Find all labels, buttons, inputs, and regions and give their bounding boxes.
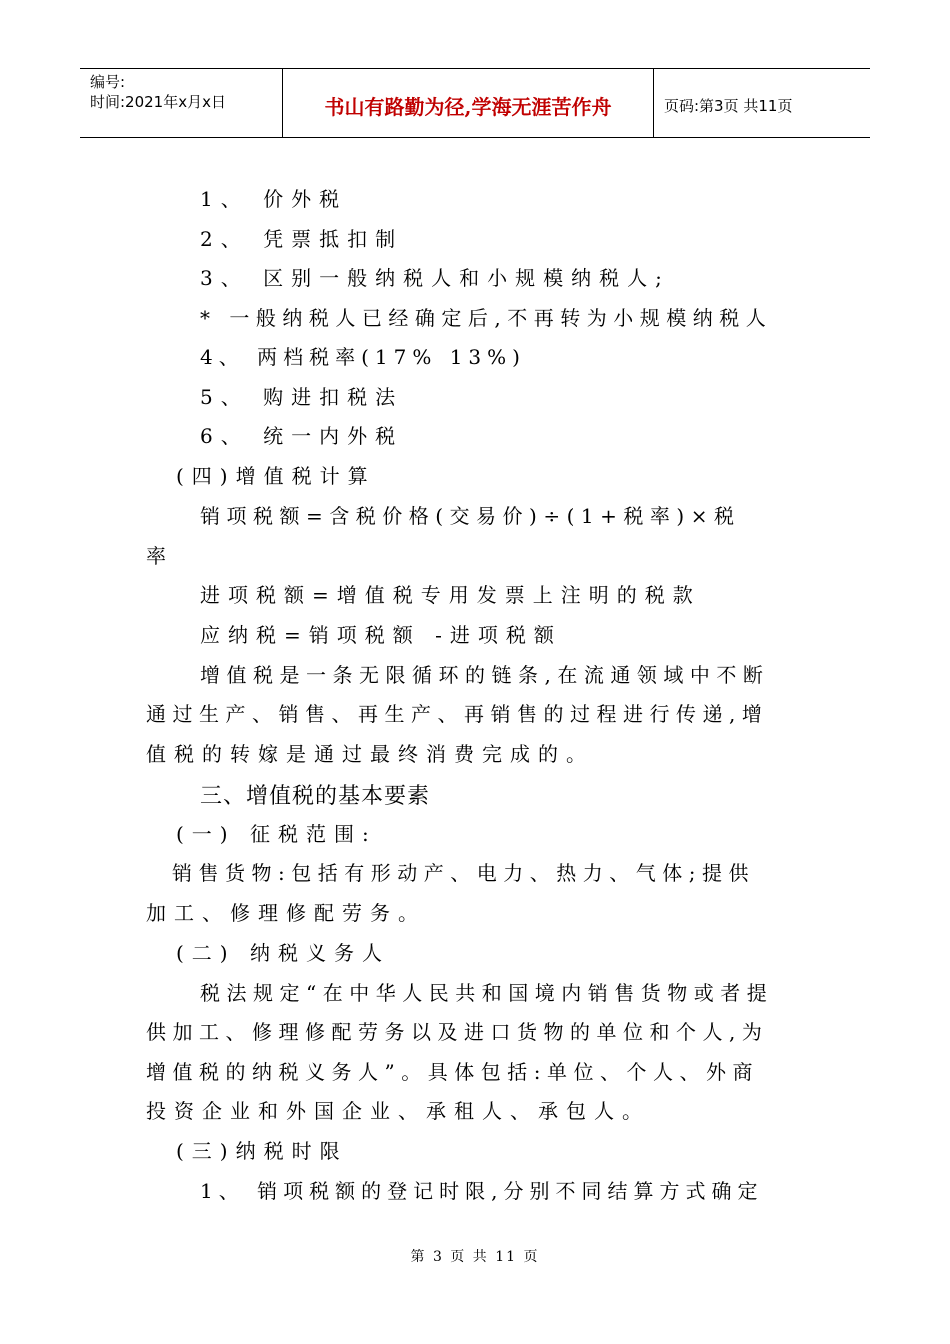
body-line: 5、 购进扣税法: [200, 385, 404, 409]
body-line: 增值税的纳税义务人”。具体包括:单位、个人、外商: [146, 1060, 759, 1084]
header-middle-cell: [283, 69, 654, 137]
header-right-cell: [654, 69, 870, 137]
header-motto: 书山有路勤为径,学海无涯苦作舟: [324, 95, 612, 119]
page-footer: 第 3 页 共 11 页: [410, 1249, 540, 1265]
section-heading: (四)增值税计算: [176, 464, 376, 488]
header-left-cell: [80, 69, 283, 137]
body-line: 6、 统一内外税: [200, 424, 404, 448]
body-line: 销项税额=含税价格(交易价)÷(1+税率)×税: [200, 504, 741, 528]
chapter-heading: 三、增值税的基本要素: [200, 784, 431, 809]
body-line: 税法规定“在中华人民共和国境内销售货物或者提: [200, 981, 774, 1005]
body-line: 1、 销项税额的登记时限,分别不同结算方式确定: [200, 1179, 764, 1203]
body-line: 通过生产、销售、再生产、再销售的过程进行传递,增: [146, 702, 769, 726]
body-line: 供加工、修理修配劳务以及进口货物的单位和个人,为: [146, 1020, 769, 1044]
body-line: 增值税是一条无限循环的链条,在流通领域中不断: [200, 663, 770, 687]
body-line: 率: [146, 544, 174, 568]
body-line: 加工、修理修配劳务。: [146, 901, 426, 925]
body-line: 3、 区别一般纳税人和小规模纳税人;: [200, 266, 670, 290]
page-info: 页码:第3页 共11页: [664, 97, 793, 115]
body-line: 销售货物:包括有形动产、电力、热力、气体;提供: [172, 861, 755, 885]
body-line: 值税的转嫁是通过最终消费完成的。: [146, 742, 594, 766]
page-header: [80, 68, 870, 138]
section-heading: (二) 纳税义务人: [176, 941, 390, 965]
body-line: 4、 两档税率(17% 13%): [200, 345, 526, 369]
body-line: 投资企业和外国企业、承租人、承包人。: [146, 1099, 650, 1123]
body-line: 应纳税=销项税额 -进项税额: [200, 623, 562, 647]
section-heading: (三)纳税时限: [176, 1139, 348, 1163]
body-line: * 一般纳税人已经确定后,不再转为小规模纳税人: [200, 306, 773, 330]
body-line: 1、 价外税: [200, 187, 348, 211]
body-line: 进项税额=增值税专用发票上注明的税款: [200, 583, 701, 607]
section-heading: (一) 征税范围:: [176, 822, 377, 846]
body-line: 2、 凭票抵扣制: [200, 227, 404, 251]
time-label: 时间:2021年x月x日: [90, 93, 226, 111]
serial-label: 编号:: [90, 73, 126, 91]
